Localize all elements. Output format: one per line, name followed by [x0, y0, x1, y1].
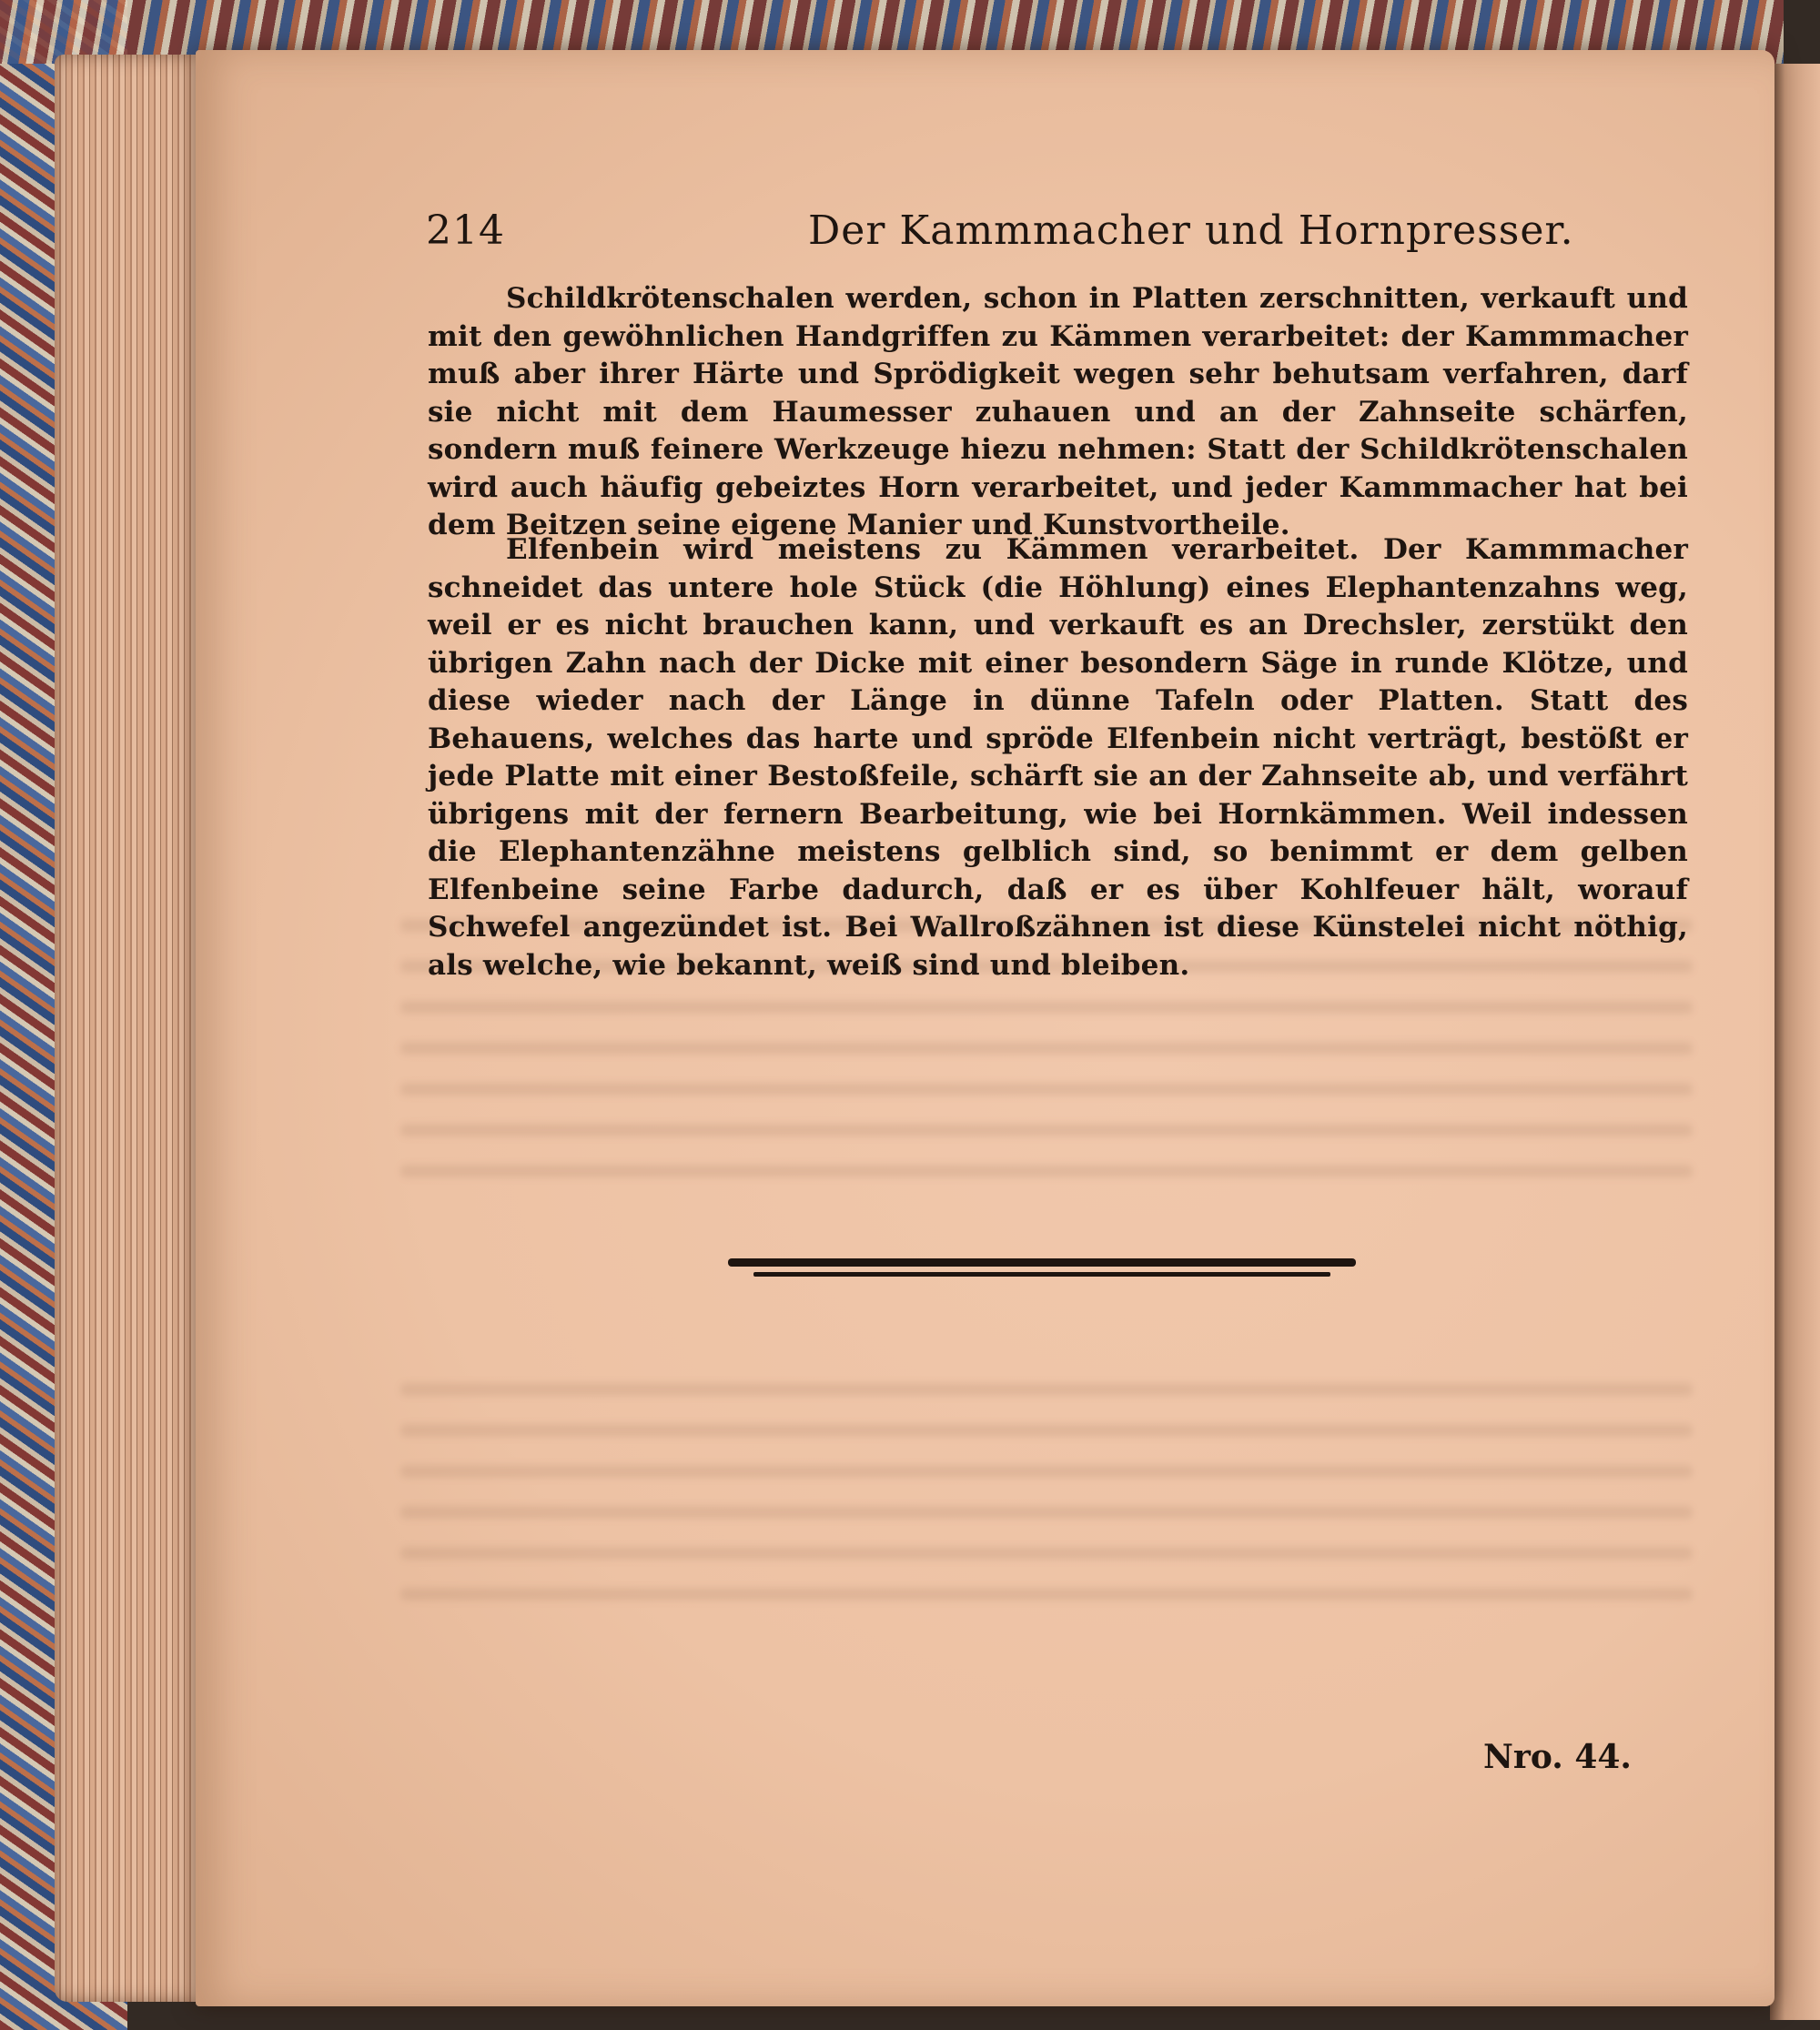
rule-thin-line	[753, 1272, 1330, 1277]
paragraph: Elfenbein wird meistens zu Kämmen verarbeitet. Der Kammmacher schneidet das untere hole Stück (die Höhlung) eines Elephantenzahns weg, weil er es nicht brauchen kann, und verkauft es an Drechsler, zerstükt den übrigen Zahn nach der Dicke mit einer besondern Säge in runde Klötze, und diese wieder nach der Länge in dünne Tafeln oder Platten. Statt des Behauens, welches das harte und spröde Elfenbein nicht verträgt, bestößt er jede Platte mit einer Bestoßfeile, schärft sie an der Zahnseite ab, und verfährt übrigens mit der fernern Bearbeitung, wie bei Hornkämmen. Weil indessen die Elephantenzähne meistens gelblich sind, so benimmt er dem gelben Elfenbeine seine Farbe dadurch, daß er es über Kohlfeuer hält, worauf Schwefel angezündet ist. Bei Wallroßzähnen ist diese Künstelei nicht nöthig, als welche, wie bekannt, weiß sind und bleiben.	[428, 533, 1688, 982]
bleed-through-line	[400, 1506, 1693, 1519]
bleed-through-line	[400, 1465, 1693, 1478]
bleed-through-line	[400, 1001, 1693, 1014]
bleed-through-line	[400, 1042, 1693, 1055]
page-number: 214	[426, 207, 505, 254]
facing-page-edge	[1770, 64, 1820, 2020]
catchword: Nro. 44.	[1483, 1738, 1632, 1776]
double-rule-divider	[728, 1258, 1356, 1282]
bleed-through-line	[400, 1424, 1693, 1437]
bleed-through-line	[400, 1547, 1693, 1560]
bleed-through-line	[400, 1165, 1693, 1177]
bleed-through-line	[400, 1383, 1693, 1396]
bleed-through-line	[400, 1588, 1693, 1601]
running-title: Der Kammmacher und Hornpresser.	[808, 207, 1574, 254]
bleed-through-line	[400, 1083, 1693, 1096]
page-header	[426, 207, 1682, 262]
paragraph: Schildkrötenschalen werden, schon in Platten zerschnitten, verkauft und mit den gewöhnlichen Handgriffen zu Kämmen verarbeitet: der Kammmacher muß aber ihrer Härte und Sprödigkeit wegen sehr behutsam verfahren, darf sie nicht mit dem Haumesser zuhauen und an der Zahnseite schärfen, sondern muß feinere Werkzeuge hiezu nehmen: Statt der Schildkrötenschalen wird auch häufig gebeiztes Horn verarbeitet, und jeder Kammmacher hat bei dem Beitzen seine eigene Manier und Kunstvortheile.	[428, 282, 1688, 541]
bleed-through-line	[400, 1124, 1693, 1136]
rule-thick-line	[728, 1258, 1356, 1267]
